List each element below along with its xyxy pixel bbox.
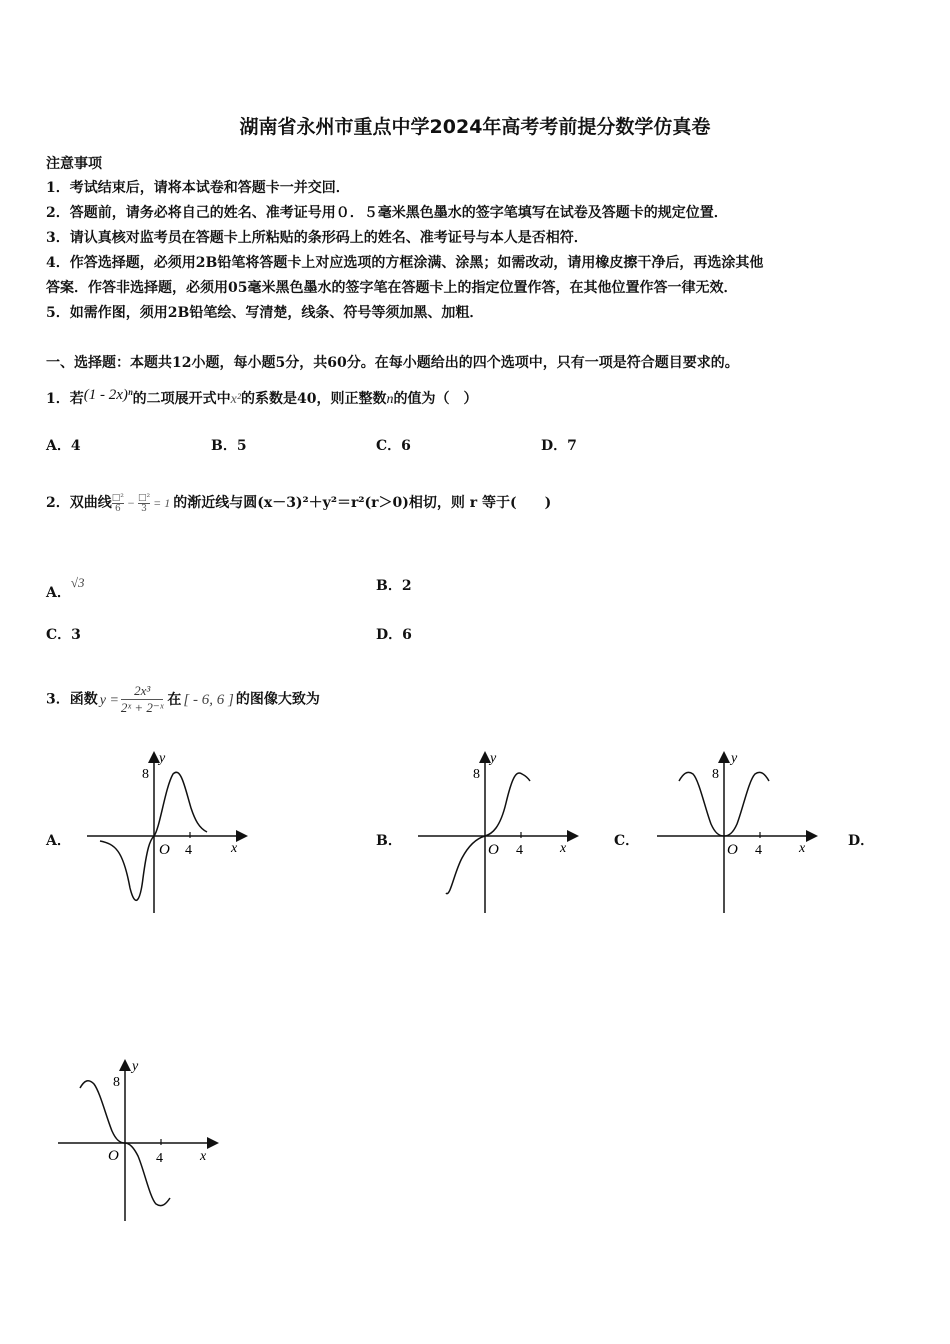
svg-text:8: 8 [473,767,480,782]
graph-a [85,748,255,918]
q1-var: n [386,392,394,407]
notice-item: 1．考试结束后，请将本试卷和答题卡一并交回． [46,180,350,196]
q2-fraction-2: $\frac{\text{□²}}{3}$ [137,492,151,514]
notice-item: 答案．作答非选择题，必须用05毫米黑色墨水的签字笔在答题卡上的指定位置作答，在其他位置作答一律无效． [46,280,738,296]
notice-item: 5．如需作图，须用2B铅笔绘、写清楚，线条、符号等须加黑、加粗． [46,305,484,321]
svg-text:x: x [231,841,238,856]
q3-option-d[interactable]: D． [848,833,875,849]
svg-text:y: y [731,751,738,766]
q2-option-a[interactable]: A．√3 [46,575,85,601]
svg-text:x: x [200,1149,207,1164]
q1-option-c[interactable]: C．6 [376,438,411,454]
q1-option-d[interactable]: D．7 [541,438,577,454]
question-3: 3．函数 y = $\frac{\text{2x³}}{\text{2ˣ + 2⁻ˣ}}$ 在 [ - 6, 6 ] 的图像大致为 [46,683,320,715]
svg-text:O: O [727,842,738,858]
notice-item: 3．请认真核对监考员在答题卡上所粘贴的条形码上的姓名、准考证号与本人是否相符． [46,230,588,246]
q2-option-c[interactable]: C．3 [46,627,81,643]
q1-expression: (1 - 2x)ⁿ [83,387,133,403]
svg-text:4: 4 [156,1151,163,1166]
svg-text:4: 4 [755,843,762,858]
q3-option-b[interactable]: B． [376,833,402,849]
svg-text:y: y [132,1059,139,1074]
q1-option-b[interactable]: B．5 [211,438,247,454]
question-1: 1．若(1 - 2x)ⁿ的二项展开式中x²的系数是40，则正整数n的值为（ ） [46,387,478,407]
svg-text:8: 8 [712,767,719,782]
q2-fraction-1: $\frac{\text{□²}}{6}$ [111,492,124,514]
graph-c [655,748,825,918]
svg-text:8: 8 [113,1075,120,1090]
svg-text:4: 4 [516,843,523,858]
svg-text:y: y [159,751,166,766]
notice-item: 4．作答选择题，必须用2B铅笔将答题卡上对应选项的方框涂满、涂黑；如需改动，请用橡皮擦干净后，再选涂其他 [46,255,764,271]
svg-text:y: y [490,751,497,766]
notice-heading: 注意事项 [46,156,102,172]
question-2: 2．双曲线 $\frac{\text{□²}}{6}$ − $\frac{\text{□²}}{3}$ = 1 的渐近线与圆(x－3)²＋y²＝r²(r＞0)相切，则 r 等于( ) [46,492,552,514]
section-heading: 一、选择题：本题共12小题，每小题5分，共60分。在每小题给出的四个选项中，只有一项是符合题目要求的。 [46,355,739,371]
q3-option-a[interactable]: A． [46,833,71,849]
graph-b [416,748,586,918]
svg-text:O: O [159,842,170,858]
notice-item: 2．答题前，请务必将自己的姓名、准考证号用０．５毫米黑色墨水的签字笔填写在试卷及答题卡的规定位置． [46,205,728,221]
q2-option-d[interactable]: D．6 [376,627,412,643]
svg-text:O: O [108,1148,119,1164]
q3-option-c[interactable]: C． [614,833,640,849]
svg-text:x: x [560,841,567,856]
svg-text:8: 8 [142,767,149,782]
svg-text:x: x [799,841,806,856]
svg-text:O: O [488,842,499,858]
svg-text:4: 4 [185,843,192,858]
q3-fraction: $\frac{\text{2x³}}{\text{2ˣ + 2⁻ˣ}}$ [120,683,164,715]
page-title: 湖南省永州市重点中学2024年高考考前提分数学仿真卷 [239,116,711,138]
q2-option-b[interactable]: B．2 [376,578,412,594]
q1-option-a[interactable]: A．4 [46,438,81,454]
graph-d [56,1056,226,1226]
q1-term: x² [230,392,242,407]
